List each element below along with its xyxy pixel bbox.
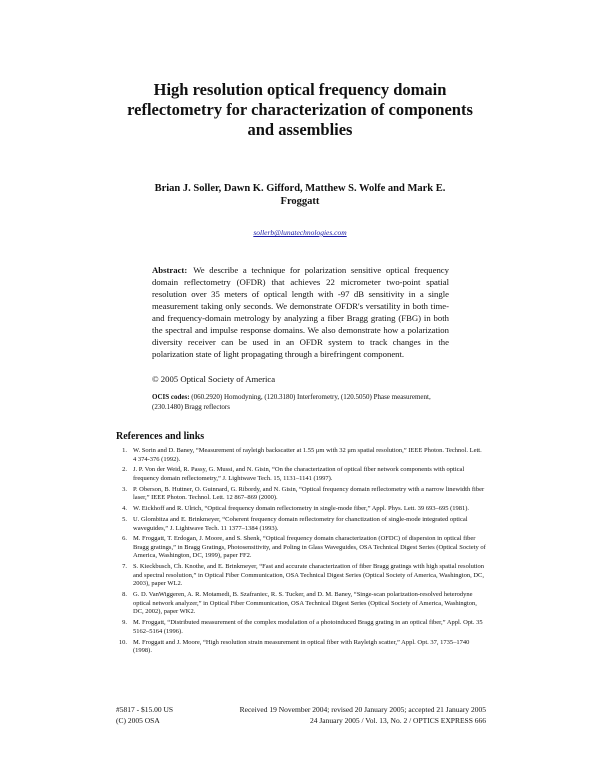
- reference-item: [116, 486, 486, 503]
- author-email-link[interactable]: sollerb@lunatechnologies.com: [253, 228, 347, 237]
- reference-item: [116, 619, 486, 636]
- footer-copyright: (C) 2005 OSA: [116, 716, 160, 725]
- reference-text: M. Froggatt, “Distributed measurement of the complex modulation of a photoinduced Bragg grating in an optical fiber,” Appl. Opt. 35 5162–5164 (1996).: [133, 619, 483, 635]
- reference-item: [116, 535, 486, 561]
- abstract-label: Abstract:: [152, 265, 188, 275]
- reference-item: [116, 639, 486, 656]
- reference-text: U. Glombitza and E. Brinkmeyer, “Coherent frequency domain reflectometry for chanctization of single-mode integrated optical waveguides,” J. Lightwave Tech. 11 1377–1384 (1993).: [133, 515, 468, 532]
- references-heading: References and links: [116, 431, 205, 442]
- reference-item: [116, 505, 486, 514]
- footer-left: [116, 704, 173, 726]
- reference-text: G. D. VanWiggeren, A. R. Motamedi, B. Szafraniec, R. S. Tucker, and D. M. Baney, “Singe-scan polarization-resolved heterodyne optical network analyzer,” in Optical Fiber Communication, OSA Technical Digest Series (Optical Society of America, Washington, DC, 2002), paper WK2.: [133, 591, 477, 616]
- reference-item: [116, 563, 486, 589]
- reference-number: 4.: [122, 505, 127, 513]
- reference-number: 2.: [122, 466, 127, 474]
- reference-text: M. Froggatt and J. Moore, “High resolution strain measurement in optical fiber with Rayleigh scatter,” Appl. Opt. 37, 1735–1740 (1998).: [133, 638, 470, 655]
- paper-title: High resolution optical frequency domain reflectometry for characterization of components and assemblies: [127, 80, 473, 139]
- ocis-text: (060.2920) Homodyning, (120.3180) Interferometry, (120.5050) Phase measurement, (230.1480) Bragg reflectors: [152, 393, 431, 411]
- reference-number: 10.: [118, 638, 127, 646]
- reference-number: 7.: [122, 563, 127, 571]
- reference-text: S. Kieckbusch, Ch. Knothe, and E. Brinkmeyer, “Fast and accurate characterization of fiber Bragg gratings with high spatial resolution and spectral resolution,” in Optical Fiber Communication, OSA Technical Digest Series (Optical Society of America, Washington, DC, 2003), paper WL2.: [133, 563, 484, 588]
- reference-text: W. Sorin and D. Baney, “Measurement of rayleigh backscatter at 1.55 μm with 32 μm spatial resolution,” IEEE Photon. Technol. Lett. 4 374-376 (1992).: [133, 447, 482, 463]
- reference-item: [116, 591, 486, 617]
- ocis-label: OCIS codes:: [152, 393, 190, 401]
- footer-price: #5817 - $15.00 US: [116, 705, 174, 714]
- abstract-text: We describe a technique for polarization sensitive optical frequency domain reflectometry (OFDR) that achieves 22 micrometer two-point spatial resolution over 35 meters of optical length with -97 dB sensitivity in a single measurement taking only seconds. We demonstrate OFDR's versatility in both time- and frequency-domain metrology by analyzing a fiber Bragg grating (FBG) in both the spectral and impulse response domains. We also demonstrate how a polarization diversity receiver can be used in an OFDR system to track changes in the polarization state of light propagating through a birefringent component.: [152, 265, 449, 359]
- reference-item: [116, 447, 486, 464]
- reference-number: 5.: [122, 515, 127, 523]
- ocis-codes: [152, 393, 449, 412]
- reference-text: M. Froggatt, T. Erdogan, J. Moore, and S. Shenk, “Optical frequency domain characterization (OFDC) of dispersion in optical fiber Bragg gratings,” in Bragg Gratings, Photosensitivity, and Poling in Glass Waveguides, OSA Technical Digest Series (Optical Society of America, Washington, DC, 1999), paper FF2.: [133, 535, 486, 560]
- footer-right: [230, 704, 486, 726]
- reference-number: 1.: [122, 447, 127, 454]
- reference-text: J. P. Von der Weid, R. Passy, G. Mussi, and N. Gisin, “On the characterization of optical fiber network components with optical frequency domain reflectometry,” J. Lightwave Tech. 15, 1131–1141 (1997).: [133, 466, 465, 482]
- reference-text: W. Eickhoff and R. Ulrich, “Optical frequency domain reflectometry in single-mode fiber,” Appl. Phys. Lett. 39 693–695 (1981).: [133, 505, 470, 513]
- author-list: Brian J. Soller, Dawn K. Gifford, Matthew S. Wolfe and Mark E. Froggatt: [154, 183, 446, 207]
- reference-text: P. Oberson, B. Huttner, O. Guinnard, G. Ribordy, and N. Gisin, “Optical frequency domain reflectometry with a narrow linewidth fiber laser,” IEEE Photon. Technol. Lett. 12 867–869 (2000).: [133, 485, 485, 502]
- footer-citation: 24 January 2005 / Vol. 13, No. 2 / OPTICS EXPRESS 666: [310, 716, 486, 725]
- reference-number: 9.: [122, 619, 127, 627]
- reference-number: 6.: [122, 535, 127, 543]
- copyright-notice: © 2005 Optical Society of America: [152, 374, 276, 384]
- abstract: [152, 264, 449, 360]
- reference-item: [116, 516, 486, 533]
- reference-list: [116, 447, 486, 658]
- footer-dates: Received 19 November 2004; revised 20 January 2005; accepted 21 January 2005: [239, 705, 486, 714]
- reference-item: [116, 466, 486, 483]
- reference-number: 3.: [122, 485, 127, 493]
- reference-number: 8.: [122, 591, 127, 599]
